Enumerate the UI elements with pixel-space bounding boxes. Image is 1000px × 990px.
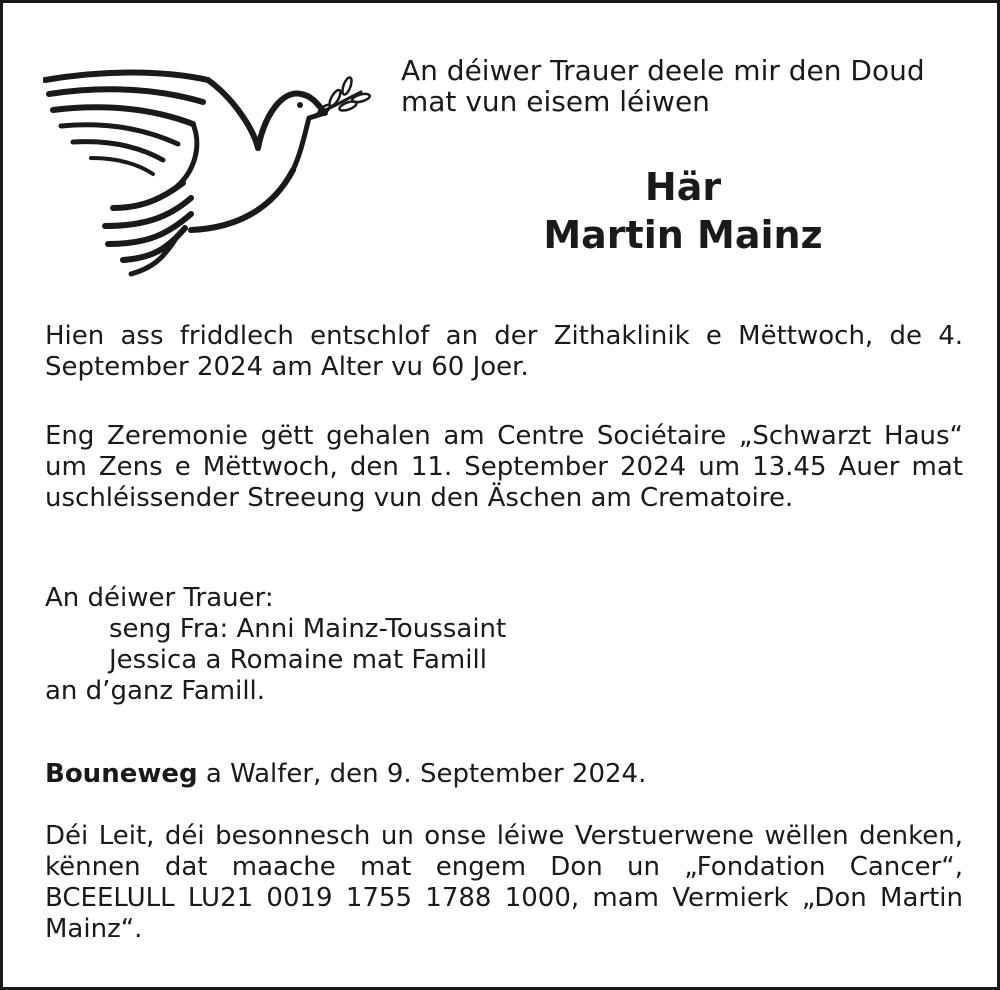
mourners-block xyxy=(45,583,963,707)
place-name: Bouneweg xyxy=(45,759,198,789)
mourners-heading: An déiwer Trauer: xyxy=(45,583,274,613)
mourner-children: Jessica a Romaine mat Famill xyxy=(109,645,487,675)
deceased-name: Martin Mainz xyxy=(543,213,823,257)
dove-with-olive-branch-icon xyxy=(43,58,373,283)
honorific: Här xyxy=(644,165,722,209)
mourner-spouse: seng Fra: Anni Mainz-Toussaint xyxy=(109,614,507,644)
ceremony-paragraph: Eng Zeremonie gëtt gehalen am Centre Sociétaire „Schwarzt Haus“ um Zens e Mëttwoch, den 11. September 2024 um 13.45 Auer mat uschléissender Streeung vun den Äschen am Crematoire. xyxy=(45,421,963,513)
intro-text xyxy=(401,55,971,117)
intro-line-1: An déiwer Trauer deele mir den Doud xyxy=(401,54,925,87)
place-date-rest: a Walfer, den 9. September 2024. xyxy=(197,759,647,789)
donation-paragraph: Déi Leit, déi besonnesch un onse léiwe Verstuerwene wëllen denken, kënnen dat maache mat engem Don un „Fondation Cancer“, BCEELULL LU21 0019 1755 1788 1000, mam Vermierk „Don Martin Mainz“. xyxy=(45,821,963,944)
place-date-line xyxy=(45,759,963,790)
death-notice-paragraph: Hien ass friddlech entschlof an der Zithaklinik e Mëttwoch, de 4. September 2024 am Alter vu 60 Joer. xyxy=(45,321,963,382)
mourners-closing: an d’ganz Famill. xyxy=(45,676,266,706)
intro-line-2: mat vun eisem léiwen xyxy=(401,85,710,118)
deceased-name-block xyxy=(503,163,863,259)
